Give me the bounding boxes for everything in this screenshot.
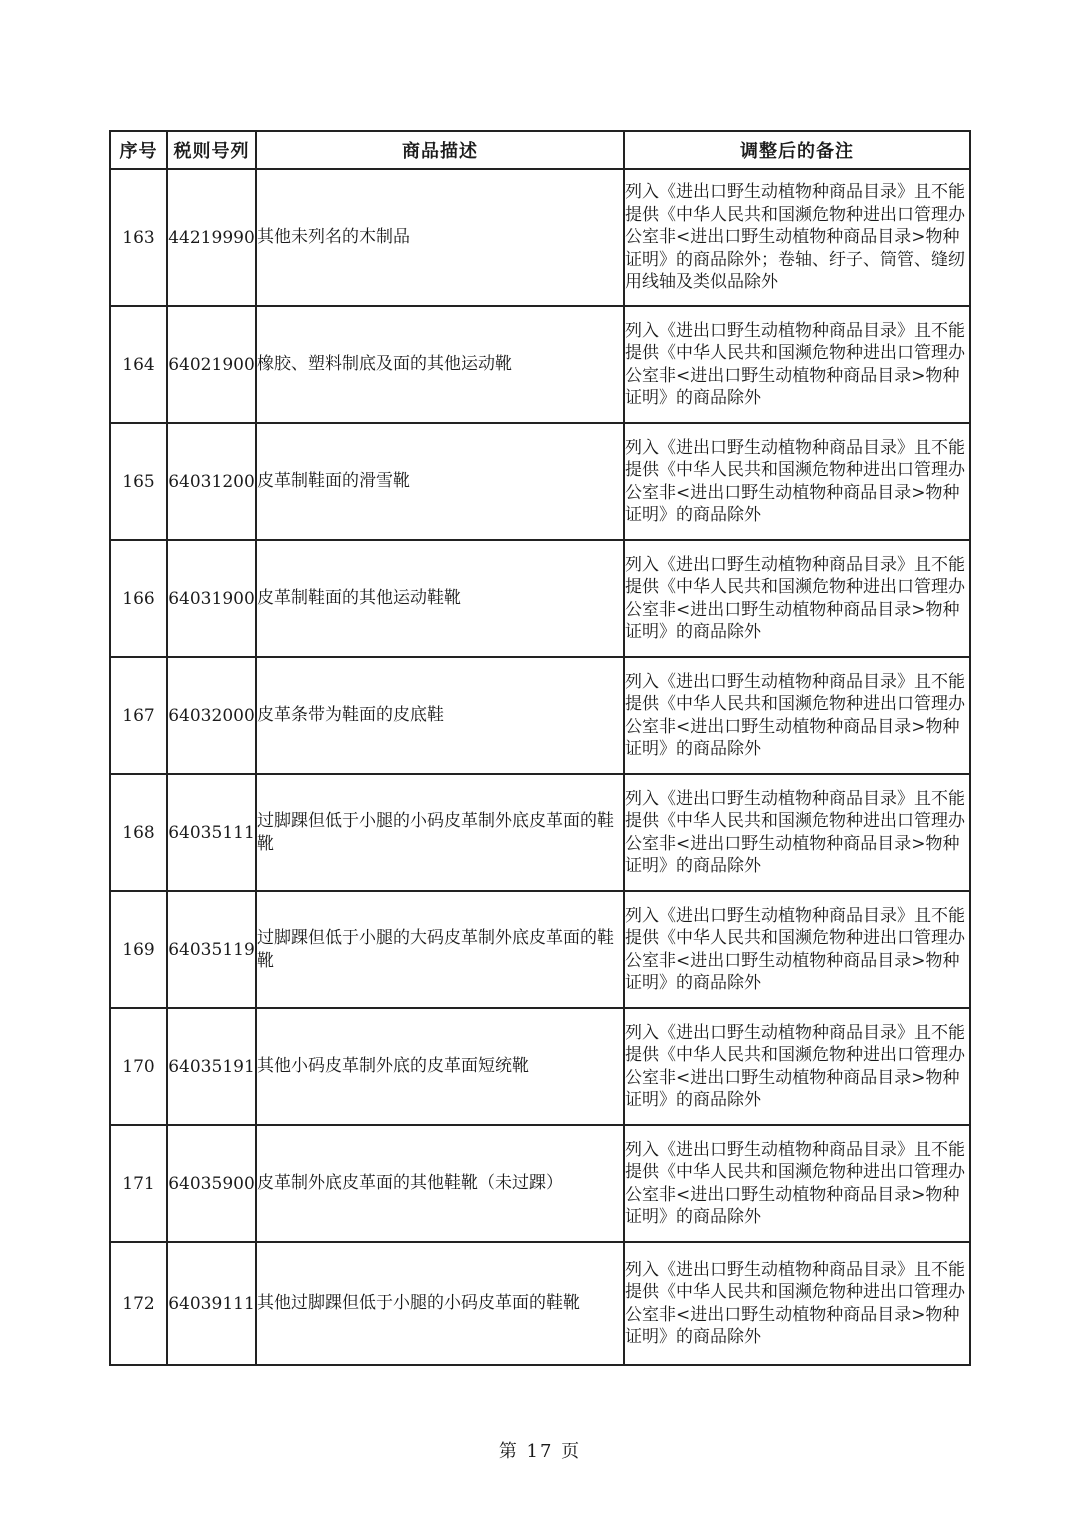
table-row [110, 306, 970, 423]
table-row [110, 657, 970, 774]
table-row [110, 423, 970, 540]
cell-desc: 皮革条带为鞋面的皮底鞋 [256, 657, 624, 774]
table-row [110, 169, 970, 306]
cell-note: 列入《进出口野生动植物种商品目录》且不能提供《中华人民共和国濒危物种进出口管理办公室非<进出口野生动植物种商品目录>物种证明》的商品除外 [624, 1008, 970, 1125]
cell-seq: 163 [110, 169, 167, 306]
cell-note: 列入《进出口野生动植物种商品目录》且不能提供《中华人民共和国濒危物种进出口管理办公室非<进出口野生动植物种商品目录>物种证明》的商品除外 [624, 1242, 970, 1365]
cell-desc: 皮革制鞋面的其他运动鞋靴 [256, 540, 624, 657]
cell-desc: 过脚踝但低于小腿的小码皮革制外底皮革面的鞋靴 [256, 774, 624, 891]
header-desc: 商品描述 [256, 131, 624, 169]
cell-seq: 167 [110, 657, 167, 774]
cell-seq: 170 [110, 1008, 167, 1125]
tariff-table [109, 130, 971, 1366]
page-number: 第 17 页 [498, 1441, 582, 1462]
cell-code: 64021900 [167, 306, 256, 423]
table-row [110, 774, 970, 891]
table-row [110, 891, 970, 1008]
cell-seq: 168 [110, 774, 167, 891]
cell-desc: 其他小码皮革制外底的皮革面短统靴 [256, 1008, 624, 1125]
cell-note: 列入《进出口野生动植物种商品目录》且不能提供《中华人民共和国濒危物种进出口管理办公室非<进出口野生动植物种商品目录>物种证明》的商品除外 [624, 1125, 970, 1242]
table-row [110, 540, 970, 657]
cell-code: 64032000 [167, 657, 256, 774]
cell-seq: 164 [110, 306, 167, 423]
cell-note: 列入《进出口野生动植物种商品目录》且不能提供《中华人民共和国濒危物种进出口管理办公室非<进出口野生动植物种商品目录>物种证明》的商品除外 [624, 657, 970, 774]
cell-desc: 皮革制外底皮革面的其他鞋靴（未过踝） [256, 1125, 624, 1242]
cell-code: 64035900 [167, 1125, 256, 1242]
cell-note: 列入《进出口野生动植物种商品目录》且不能提供《中华人民共和国濒危物种进出口管理办公室非<进出口野生动植物种商品目录>物种证明》的商品除外；卷轴、纡子、筒管、缝纫用线轴及类似品除外 [624, 169, 970, 306]
cell-code: 44219990 [167, 169, 256, 306]
cell-seq: 165 [110, 423, 167, 540]
table-row [110, 1242, 970, 1365]
table-row [110, 1125, 970, 1242]
cell-seq: 171 [110, 1125, 167, 1242]
cell-desc: 皮革制鞋面的滑雪靴 [256, 423, 624, 540]
cell-note: 列入《进出口野生动植物种商品目录》且不能提供《中华人民共和国濒危物种进出口管理办公室非<进出口野生动植物种商品目录>物种证明》的商品除外 [624, 306, 970, 423]
cell-code: 64035119 [167, 891, 256, 1008]
cell-desc: 其他未列名的木制品 [256, 169, 624, 306]
cell-desc: 其他过脚踝但低于小腿的小码皮革面的鞋靴 [256, 1242, 624, 1365]
header-seq: 序号 [110, 131, 167, 169]
cell-code: 64031900 [167, 540, 256, 657]
cell-desc: 橡胶、塑料制底及面的其他运动靴 [256, 306, 624, 423]
header-code: 税则号列 [167, 131, 256, 169]
cell-seq: 169 [110, 891, 167, 1008]
cell-code: 64035191 [167, 1008, 256, 1125]
cell-desc: 过脚踝但低于小腿的大码皮革制外底皮革面的鞋靴 [256, 891, 624, 1008]
cell-code: 64035111 [167, 774, 256, 891]
cell-note: 列入《进出口野生动植物种商品目录》且不能提供《中华人民共和国濒危物种进出口管理办公室非<进出口野生动植物种商品目录>物种证明》的商品除外 [624, 891, 970, 1008]
cell-seq: 166 [110, 540, 167, 657]
cell-code: 64039111 [167, 1242, 256, 1365]
cell-note: 列入《进出口野生动植物种商品目录》且不能提供《中华人民共和国濒危物种进出口管理办公室非<进出口野生动植物种商品目录>物种证明》的商品除外 [624, 774, 970, 891]
cell-note: 列入《进出口野生动植物种商品目录》且不能提供《中华人民共和国濒危物种进出口管理办公室非<进出口野生动植物种商品目录>物种证明》的商品除外 [624, 540, 970, 657]
table-header-row [110, 131, 970, 169]
table-row [110, 1008, 970, 1125]
header-note: 调整后的备注 [624, 131, 970, 169]
cell-seq: 172 [110, 1242, 167, 1365]
cell-note: 列入《进出口野生动植物种商品目录》且不能提供《中华人民共和国濒危物种进出口管理办公室非<进出口野生动植物种商品目录>物种证明》的商品除外 [624, 423, 970, 540]
cell-code: 64031200 [167, 423, 256, 540]
